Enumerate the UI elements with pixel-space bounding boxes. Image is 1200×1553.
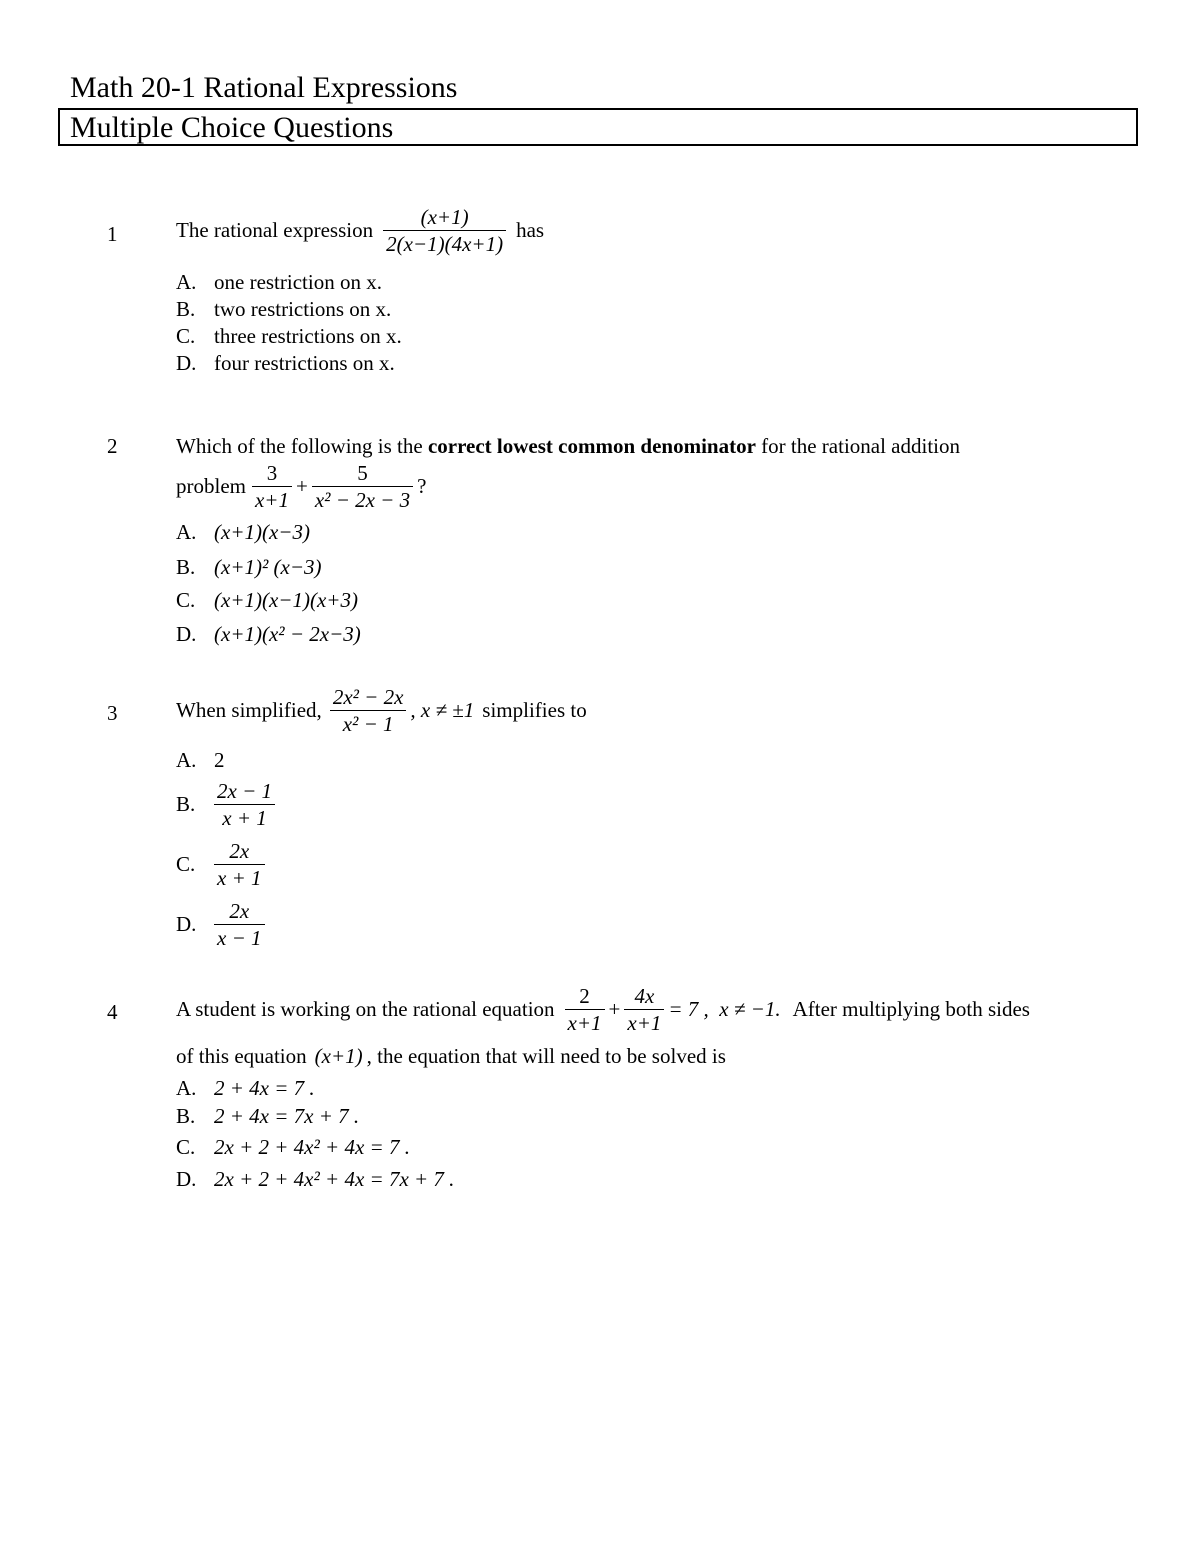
option-letter: B. — [176, 791, 196, 816]
question-number: 2 — [107, 434, 118, 458]
option-a[interactable] — [176, 747, 225, 773]
option-text: 2x + 2 + 4x² + 4x = 7x + 7 . — [214, 1166, 455, 1191]
option-letter: D. — [176, 911, 197, 936]
option-text: 2 + 4x = 7x + 7 . — [214, 1103, 360, 1128]
option-text: (x+1)(x² − 2x−3) — [214, 621, 361, 646]
option-a[interactable] — [176, 269, 382, 295]
expression-fraction — [383, 204, 506, 257]
stem-text-end: After multiplying both sides — [792, 997, 1030, 1021]
option-fraction — [214, 838, 265, 891]
option-text: 2 — [214, 747, 225, 772]
option-text: (x+1)(x−1)(x+3) — [214, 587, 358, 612]
question-number: 4 — [107, 1000, 118, 1024]
option-text: 2x + 2 + 4x² + 4x = 7 . — [214, 1134, 410, 1159]
fraction-numerator: 2x − 1 — [217, 778, 272, 803]
fraction-numerator: (x+1) — [420, 205, 469, 229]
option-a[interactable] — [176, 519, 310, 545]
equation-rhs: = 7 , x ≠ −1. — [668, 997, 781, 1021]
option-c[interactable] — [176, 323, 402, 349]
option-letter: A. — [176, 519, 197, 544]
option-text: 2 + 4x = 7 . — [214, 1075, 315, 1100]
stem-bold-text: correct lowest common denominator — [427, 434, 756, 458]
fraction-numerator: 5 — [357, 461, 368, 485]
option-fraction — [214, 778, 275, 831]
option-letter: B. — [176, 296, 196, 321]
option-c[interactable] — [176, 836, 269, 892]
option-text: (x+1)² (x−3) — [214, 554, 322, 579]
option-letter: D. — [176, 350, 197, 375]
question-number: 3 — [107, 701, 118, 725]
option-letter: A. — [176, 1075, 197, 1100]
fraction-denominator: x² − 1 — [342, 712, 394, 736]
stem-end: ? — [417, 474, 427, 498]
fraction-denominator: x + 1 — [217, 865, 262, 890]
option-b[interactable] — [176, 554, 322, 580]
stem-text: for the rational addition — [755, 434, 961, 458]
plus-sign: + — [295, 474, 308, 498]
question-stem-line-2 — [176, 460, 426, 513]
option-text: two restrictions on x. — [214, 296, 392, 321]
stem-text-end: simplifies to — [482, 698, 587, 722]
option-letter: B. — [176, 1103, 196, 1128]
option-text: one restriction on x. — [214, 269, 382, 294]
question-stem — [176, 684, 587, 737]
section-header-box — [58, 108, 1138, 146]
option-d[interactable] — [176, 896, 269, 952]
fraction-denominator: x + 1 — [222, 805, 267, 830]
option-letter: C. — [176, 587, 196, 612]
fraction-2 — [624, 983, 664, 1036]
fraction-denominator: x+1 — [254, 488, 289, 512]
option-a[interactable] — [176, 1075, 315, 1101]
fraction-numerator: 2 — [579, 984, 590, 1008]
option-b[interactable] — [176, 776, 279, 832]
option-b[interactable] — [176, 1103, 359, 1129]
fraction-denominator: 2(x−1)(4x+1) — [386, 232, 504, 256]
fraction-denominator: x² − 2x − 3 — [314, 488, 411, 512]
fraction-numerator: 2x — [229, 898, 250, 923]
fraction-1 — [252, 460, 292, 513]
option-d[interactable] — [176, 621, 361, 647]
question-stem — [176, 434, 960, 459]
option-letter: D. — [176, 621, 197, 646]
stem-text: The rational expression — [176, 218, 374, 242]
option-fraction — [214, 898, 265, 951]
stem-text: of this equation — [176, 1044, 307, 1068]
stem-expression: (x+1) — [314, 1044, 363, 1068]
fraction-1 — [565, 983, 605, 1036]
option-letter: A. — [176, 747, 197, 772]
fraction-denominator: x+1 — [627, 1011, 662, 1035]
fraction-numerator: 2x — [229, 838, 250, 863]
stem-text: A student is working on the rational equation — [176, 997, 555, 1021]
fraction-numerator: 2x² − 2x — [332, 685, 404, 709]
option-letter: B. — [176, 554, 196, 579]
question-stem-line-2 — [176, 1044, 726, 1069]
option-letter: C. — [176, 1134, 196, 1159]
option-c[interactable] — [176, 1134, 410, 1160]
question-stem — [176, 204, 544, 257]
option-letter: C. — [176, 323, 196, 348]
fraction-numerator: 4x — [634, 984, 655, 1008]
option-text: four restrictions on x. — [214, 350, 395, 375]
stem-text-end: has — [516, 218, 545, 242]
stem-text: problem — [176, 474, 246, 498]
option-d[interactable] — [176, 350, 395, 376]
option-b[interactable] — [176, 296, 391, 322]
stem-text: When simplified, — [176, 698, 322, 722]
stem-text: Which of the following is the — [176, 434, 428, 458]
question-number: 1 — [107, 222, 118, 246]
option-text: three restrictions on x. — [214, 323, 402, 348]
fraction-denominator: x+1 — [567, 1011, 602, 1035]
option-text: (x+1)(x−3) — [214, 519, 310, 544]
stem-text: , the equation that will need to be solved is — [366, 1044, 726, 1068]
option-letter: D. — [176, 1166, 197, 1191]
option-letter: C. — [176, 851, 196, 876]
fraction-numerator: 3 — [266, 461, 278, 485]
section-title: Multiple Choice Questions — [70, 111, 394, 144]
expression-fraction — [330, 684, 407, 737]
option-d[interactable] — [176, 1166, 454, 1192]
fraction-2 — [312, 460, 413, 513]
page-title: Math 20-1 Rational Expressions — [70, 71, 458, 104]
option-letter: A. — [176, 269, 197, 294]
option-c[interactable] — [176, 587, 358, 613]
question-stem — [176, 983, 1030, 1036]
condition: , x ≠ ±1 — [410, 698, 475, 722]
fraction-denominator: x − 1 — [217, 925, 262, 950]
plus-sign: + — [608, 997, 621, 1021]
